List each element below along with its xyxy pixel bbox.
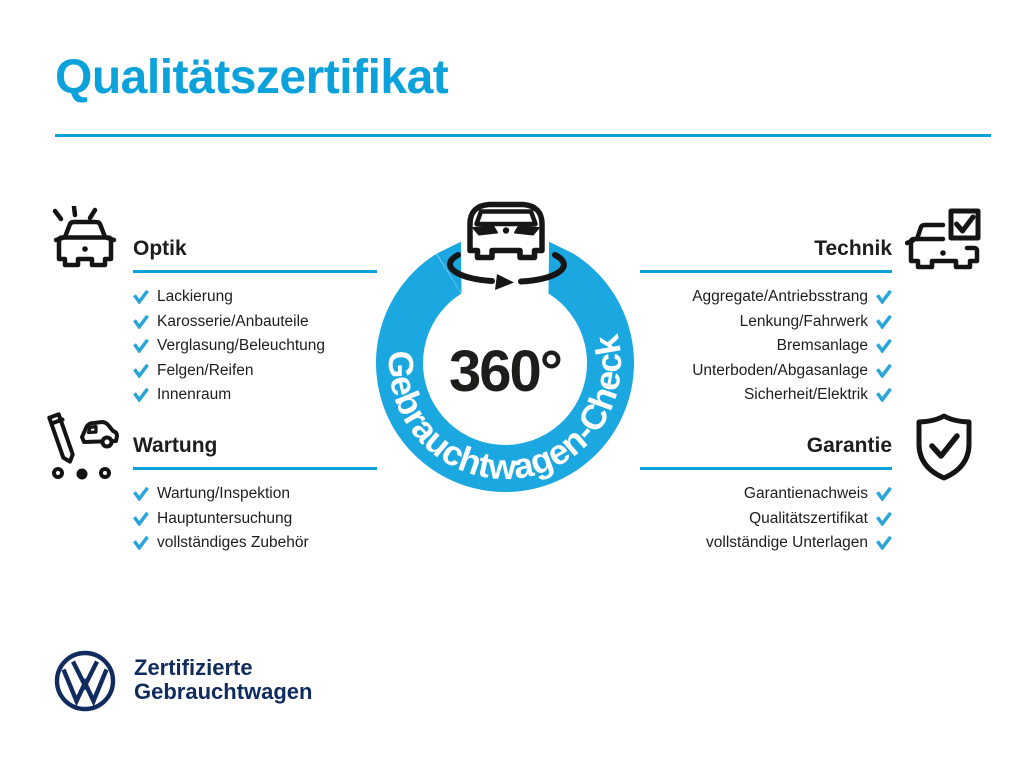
check-item: Garantienachweis: [640, 482, 892, 507]
check-icon: [876, 388, 892, 402]
rotating-car-icon: [450, 205, 564, 291]
check-icon: [133, 487, 149, 501]
check-icon: [133, 388, 149, 402]
check-item: Qualitätszertifikat: [640, 507, 892, 532]
technik-checklist: [640, 285, 892, 408]
shield-check-icon: [908, 411, 980, 483]
section-technik: [640, 236, 892, 408]
check-icon: [133, 536, 149, 550]
ring-label: Gebrauchtwagen-Check: [380, 332, 629, 488]
section-title-wartung: Wartung: [133, 434, 218, 457]
check-icon: [133, 364, 149, 378]
title-divider: [55, 134, 991, 137]
check-item: Hauptuntersuchung: [133, 507, 377, 532]
check-item: vollständiges Zubehör: [133, 531, 377, 556]
check-item: vollständige Unterlagen: [640, 531, 892, 556]
check-icon: [876, 487, 892, 501]
check-item: Sicherheit/Elektrik: [640, 383, 892, 408]
check-item: Verglasung/Beleuchtung: [133, 334, 377, 359]
check-item: Aggregate/Antriebsstrang: [640, 285, 892, 310]
360-check-badge: [370, 195, 640, 495]
shiny-car-icon: [45, 206, 125, 282]
footer-claim-line2: Gebrauchtwagen: [134, 679, 313, 704]
optik-checklist: [133, 285, 377, 408]
section-optik: [133, 236, 377, 408]
check-item: Wartung/Inspektion: [133, 482, 377, 507]
section-rule: [640, 467, 892, 470]
page-title: Qualitätszertifikat: [55, 51, 449, 104]
footer-claim: [134, 656, 312, 704]
section-garantie: [640, 433, 892, 556]
check-icon: [133, 512, 149, 526]
check-icon: [133, 290, 149, 304]
garantie-checklist: [640, 482, 892, 556]
check-item: Bremsanlage: [640, 334, 892, 359]
check-icon: [876, 364, 892, 378]
check-icon: [876, 536, 892, 550]
check-icon: [133, 315, 149, 329]
car-checkbox-icon: [905, 206, 985, 280]
check-icon: [876, 315, 892, 329]
check-item: Innenraum: [133, 383, 377, 408]
section-wartung: [133, 433, 377, 556]
footer-claim-line1: Zertifizierte: [134, 655, 253, 680]
vw-logo: [53, 649, 117, 713]
section-title-technik: Technik: [814, 237, 892, 260]
section-title-garantie: Garantie: [806, 434, 892, 457]
section-title-optik: Optik: [133, 237, 187, 260]
check-item: Karosserie/Anbauteile: [133, 310, 377, 335]
check-item: Unterboden/Abgasanlage: [640, 359, 892, 384]
check-icon: [133, 339, 149, 353]
section-rule: [133, 467, 377, 470]
wartung-checklist: [133, 482, 377, 556]
check-item: Felgen/Reifen: [133, 359, 377, 384]
check-icon: [876, 512, 892, 526]
check-item: Lackierung: [133, 285, 377, 310]
section-rule: [133, 270, 377, 273]
badge-center-label: 360°: [449, 339, 561, 404]
check-icon: [876, 290, 892, 304]
check-item: Lenkung/Fahrwerk: [640, 310, 892, 335]
check-icon: [876, 339, 892, 353]
section-rule: [640, 270, 892, 273]
pencil-car-icon: [44, 410, 124, 486]
